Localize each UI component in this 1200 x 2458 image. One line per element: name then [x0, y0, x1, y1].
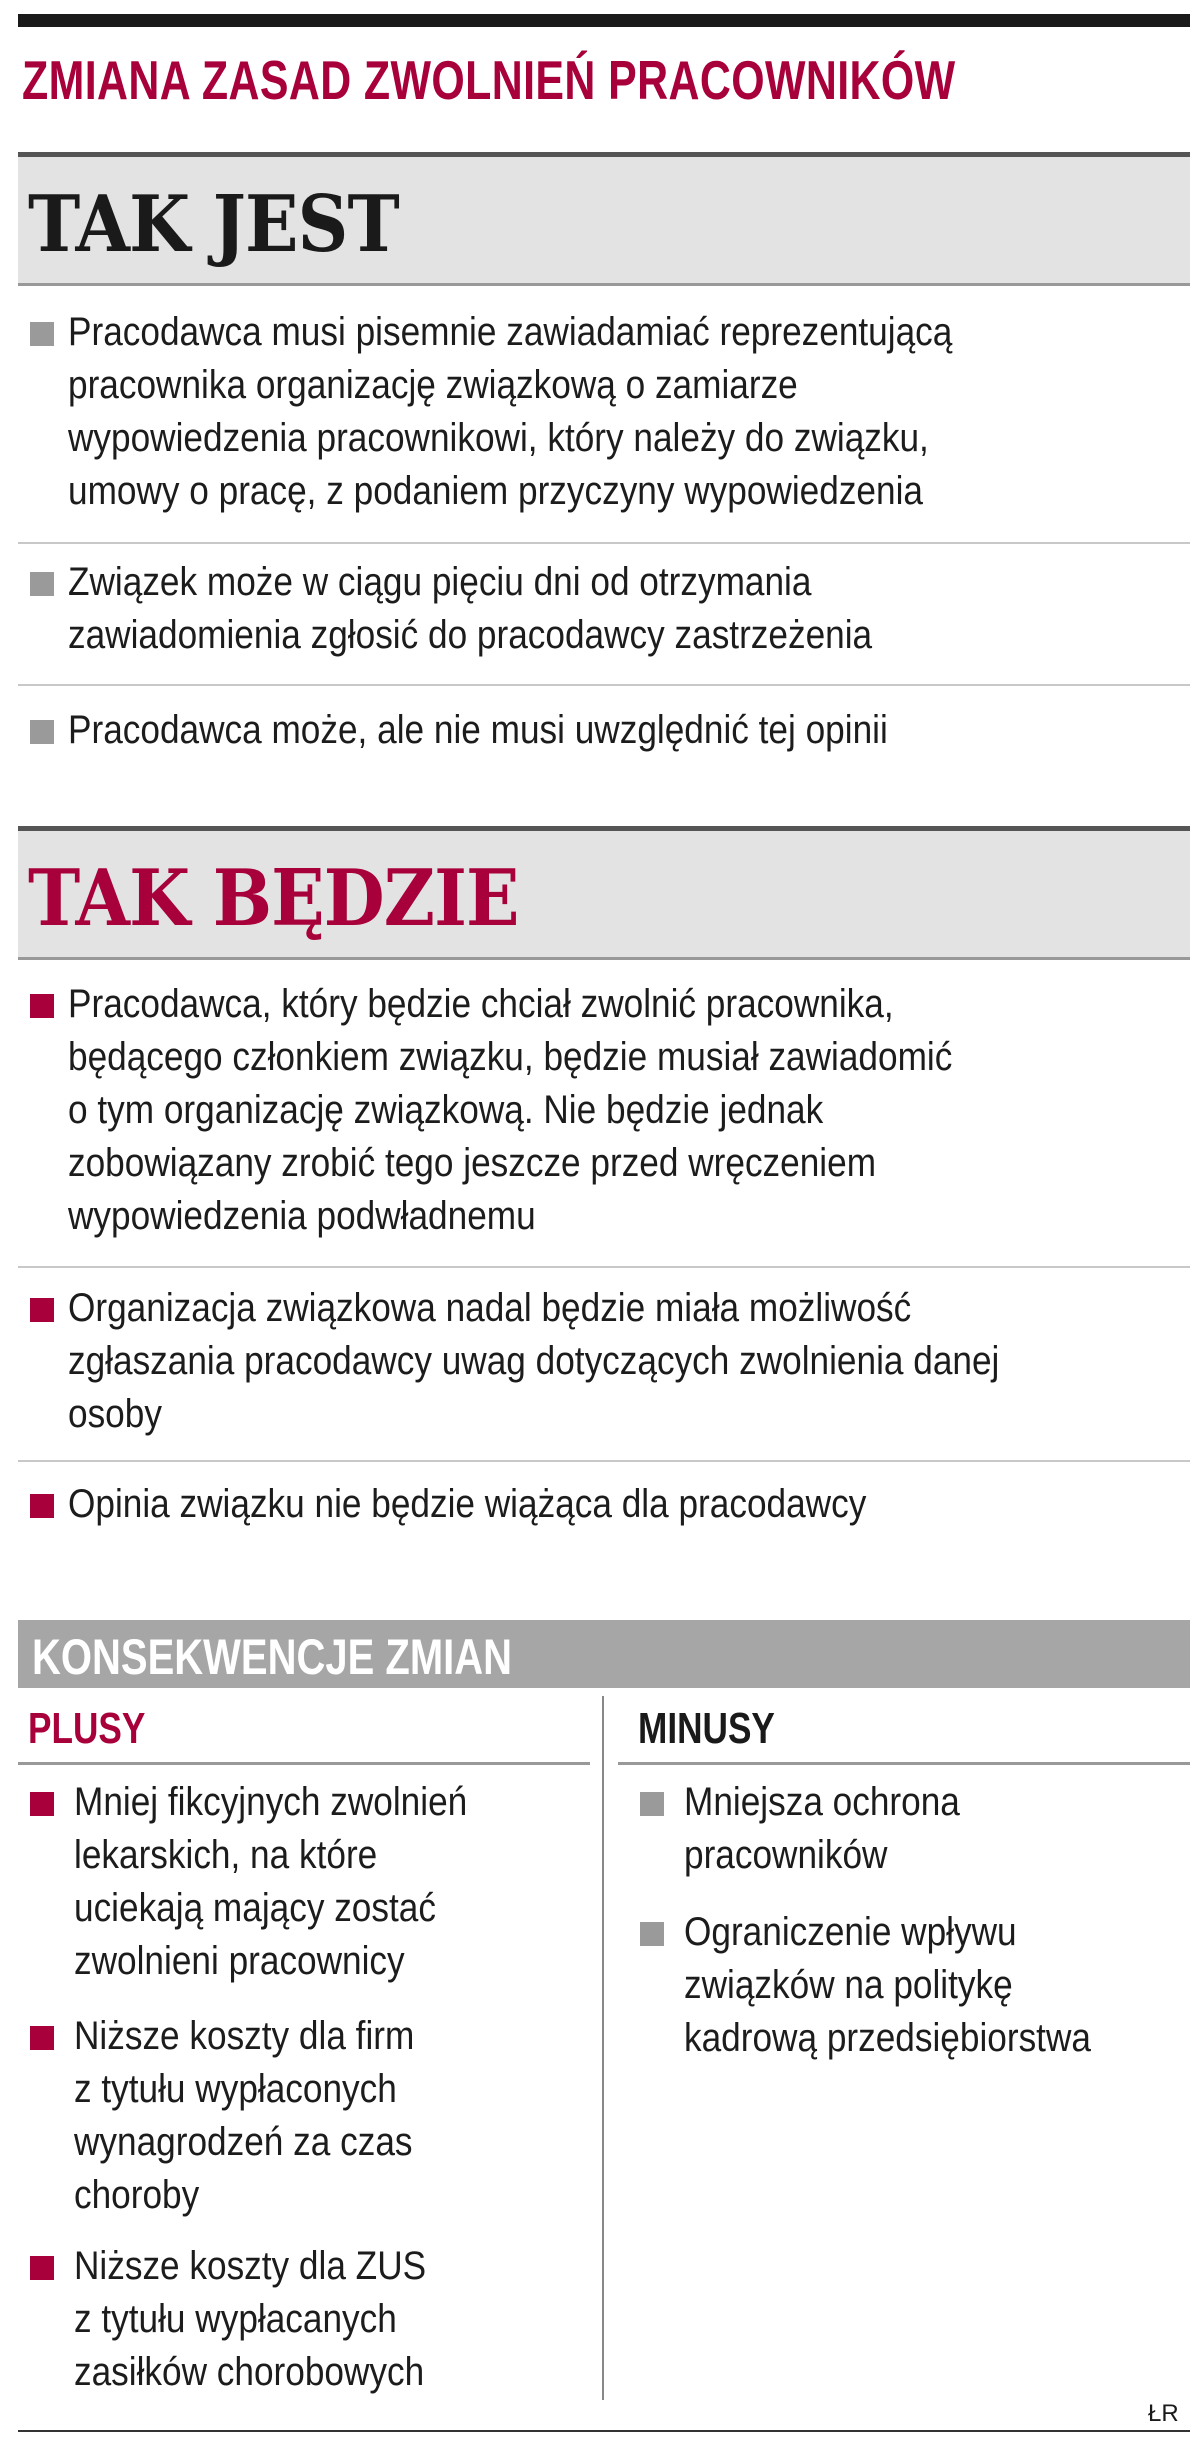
square-bullet-icon [640, 1922, 664, 1946]
list-item-text: Pracodawca może, ale nie musi uwzględnić tej opinii [68, 708, 888, 752]
plus-item-text: Niższe koszty dla firm z tytułu wypłaconych wynagrodzeń za czas choroby [74, 2014, 415, 2217]
consequences-heading: KONSEKWENCJE ZMIAN [32, 1629, 513, 1685]
section-header-future [18, 826, 1190, 960]
section-heading-current: TAK JEST [28, 179, 399, 270]
divider [18, 1266, 1190, 1268]
bottom-rule [18, 2430, 1190, 2432]
consequences-banner [18, 1620, 1190, 1688]
section-heading-future: TAK BĘDZIE [28, 853, 519, 944]
minus-item-text: Mniejsza ochrona pracowników [684, 1780, 960, 1877]
square-bullet-icon [30, 2256, 54, 2280]
square-bullet-icon [30, 1494, 54, 1518]
minus-item-text: Ograniczenie wpływu związków na politykę kadrową przedsiębiorstwa [684, 1910, 1091, 2060]
square-bullet-icon [30, 572, 54, 596]
section-header-current [18, 152, 1190, 286]
column-divider [602, 1696, 604, 2400]
square-bullet-icon [30, 1792, 54, 1816]
minus-heading: MINUSY [638, 1704, 775, 1753]
plus-item-text: Niższe koszty dla ZUS z tytułu wypłacanych zasiłków chorobowych [74, 2244, 427, 2394]
list-item-text: Organizacja związkowa nadal będzie miała możliwość zgłaszania pracodawcy uwag dotyczących zwolnienia danej osoby [68, 1286, 1000, 1436]
divider [18, 684, 1190, 686]
list-item-text: Związek może w ciągu pięciu dni od otrzymania zawiadomienia zgłosić do pracodawcy zastrzeżenia [68, 560, 873, 657]
plus-underline [18, 1762, 590, 1765]
list-item-text: Pracodawca musi pisemnie zawiadamiać reprezentującą pracownika organizację związkową o zamiarze wypowiedzenia pracownikowi, który należy do związku, umowy o pracę, z podaniem przyczyny wypowiedzenia [68, 310, 953, 513]
infographic-title: ZMIANA ZASAD ZWOLNIEŃ PRACOWNIKÓW [22, 49, 956, 111]
square-bullet-icon [30, 2026, 54, 2050]
list-item-text: Opinia związku nie będzie wiążąca dla pracodawcy [68, 1482, 867, 1526]
top-rule [18, 14, 1190, 27]
square-bullet-icon [30, 322, 54, 346]
plus-heading: PLUSY [28, 1704, 146, 1753]
divider [18, 542, 1190, 544]
minus-underline [618, 1762, 1190, 1765]
square-bullet-icon [30, 720, 54, 744]
divider [18, 1460, 1190, 1462]
author-credit: ŁR [1148, 2400, 1179, 2427]
square-bullet-icon [30, 1298, 54, 1322]
square-bullet-icon [30, 994, 54, 1018]
list-item-text: Pracodawca, który będzie chciał zwolnić pracownika, będącego członkiem związku, będzie musiał zawiadomić o tym organizację związkową. Nie będzie jednak zobowiązany zrobić tego jeszcze przed wręczeniem wypowiedzenia podwładnemu [68, 982, 953, 1238]
plus-item-text: Mniej fikcyjnych zwolnień lekarskich, na które uciekają mający zostać zwolnieni pracownicy [74, 1780, 468, 1983]
square-bullet-icon [640, 1792, 664, 1816]
